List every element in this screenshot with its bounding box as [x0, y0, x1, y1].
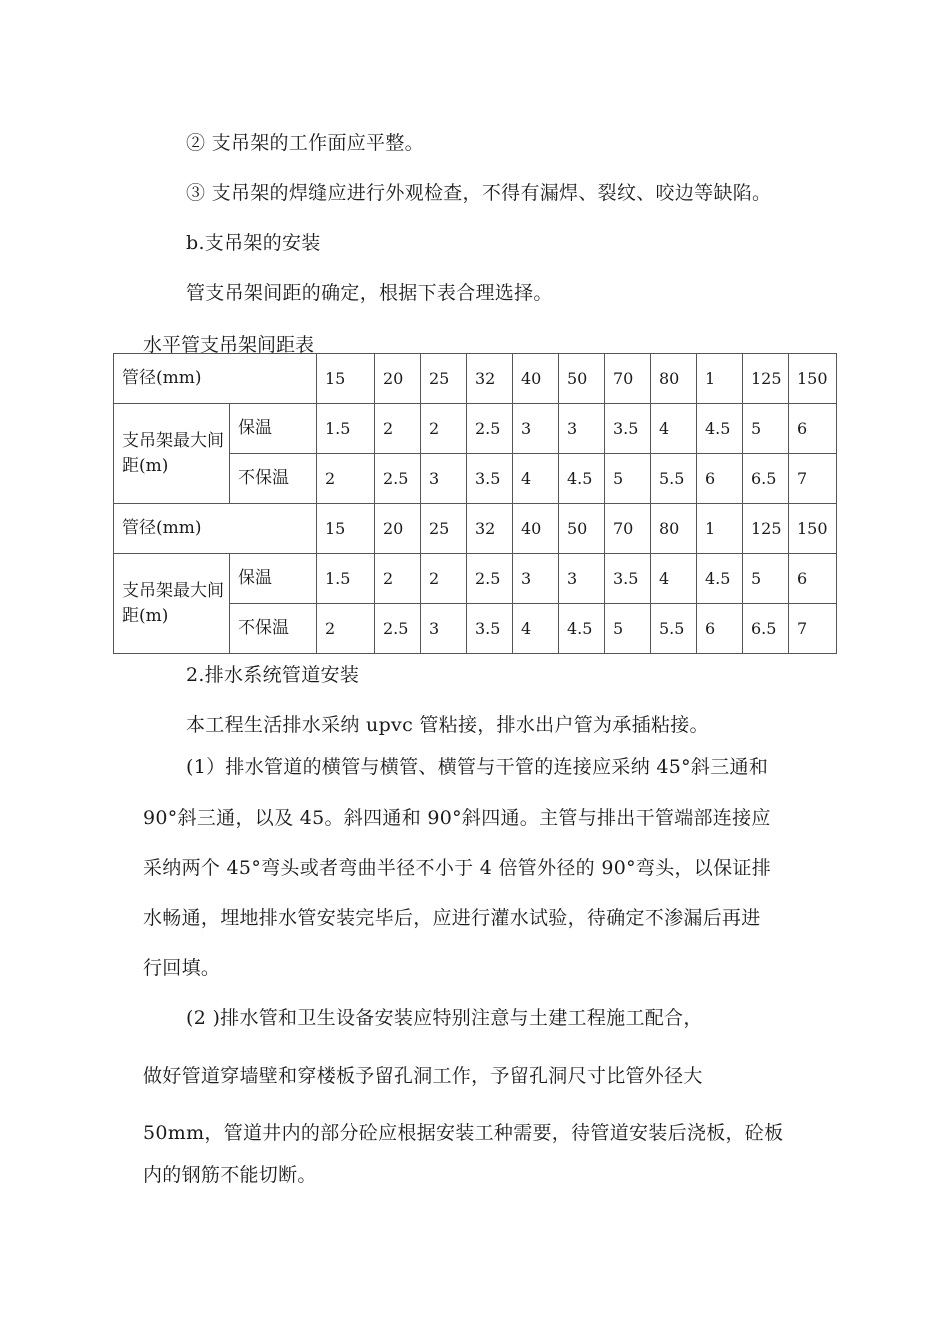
paragraph-1-line3: 采纳两个 45°弯头或者弯曲半径不小于 4 倍管外径的 90°弯头，以保证排	[143, 857, 772, 879]
table-row-diameter	[114, 504, 837, 554]
max-spacing-label: 支吊架最大间距(m)	[114, 554, 230, 654]
paragraph-2-line2: 做好管道穿墙壁和穿楼板予留孔洞工作，予留孔洞尺寸比管外径大	[143, 1065, 703, 1087]
table-cell: 3	[513, 404, 559, 454]
table-cell: 6.5	[743, 604, 789, 654]
diameter-label: 管径(mm)	[114, 504, 317, 554]
table-cell: 5.5	[651, 604, 697, 654]
table-cell: 6	[697, 604, 743, 654]
insulated-label: 保温	[230, 404, 317, 454]
table-cell: 3	[559, 404, 605, 454]
table-cell: 4.5	[559, 454, 605, 504]
table-cell: 3.5	[467, 454, 513, 504]
table-cell: 5	[743, 404, 789, 454]
table-cell: 4	[513, 454, 559, 504]
table-cell: 4	[651, 404, 697, 454]
paragraph-2-line3: 50mm，管道井内的部分砼应根据安装工种需要，待管道安装后浇板，砼板	[143, 1122, 784, 1144]
table-cell: 2	[375, 404, 421, 454]
paragraph-1-line4: 水畅通，埋地排水管安装完毕后，应进行灌水试验，待确定不渗漏后再进	[143, 907, 761, 929]
table-cell: 80	[651, 354, 697, 404]
table-cell: 25	[421, 354, 467, 404]
section-title: 2.排水系统管道安装	[186, 664, 360, 686]
paragraph-1-line5: 行回填。	[143, 957, 221, 979]
table-cell: 2	[317, 604, 375, 654]
table-cell: 32	[467, 504, 513, 554]
table-cell: 5.5	[651, 454, 697, 504]
table-cell: 20	[375, 354, 421, 404]
table-cell: 3.5	[605, 554, 651, 604]
table-cell: 3.5	[605, 404, 651, 454]
paragraph-1-line2: 90°斜三通，以及 45。斜四通和 90°斜四通。主管与排出干管端部连接应	[143, 807, 771, 829]
table-cell: 4	[513, 604, 559, 654]
table-cell: 4	[651, 554, 697, 604]
paragraph-2-line4: 内的钢筋不能切断。	[143, 1164, 317, 1186]
table-cell: 2.5	[467, 554, 513, 604]
table-cell: 7	[789, 604, 837, 654]
table-cell: 150	[789, 354, 837, 404]
table-cell: 15	[317, 354, 375, 404]
table-cell: 50	[559, 354, 605, 404]
uninsulated-label: 不保温	[230, 604, 317, 654]
table-cell: 70	[605, 354, 651, 404]
paragraph-2-line1: (2 )排水管和卫生设备安装应特别注意与土建工程施工配合，	[186, 1007, 703, 1029]
uninsulated-label: 不保温	[230, 454, 317, 504]
max-spacing-label: 支吊架最大间距(m)	[114, 404, 230, 504]
table-cell: 1	[697, 504, 743, 554]
paragraph-drainage-material: 本工程生活排水采纳 upvc 管粘接，排水出户管为承插粘接。	[186, 714, 709, 736]
table-cell: 4.5	[559, 604, 605, 654]
table-cell: 6	[789, 404, 837, 454]
table-cell: 7	[789, 454, 837, 504]
table-caption: 水平管支吊架间距表	[143, 334, 315, 356]
table-cell: 80	[651, 504, 697, 554]
table-cell: 3	[513, 554, 559, 604]
hanger-spacing-table	[113, 353, 837, 654]
table-cell: 3	[559, 554, 605, 604]
table-row-insulated	[114, 554, 837, 604]
table-row-diameter	[114, 354, 837, 404]
table-cell: 5	[605, 604, 651, 654]
table-cell: 40	[513, 504, 559, 554]
table-cell: 15	[317, 504, 375, 554]
table-cell: 4.5	[697, 554, 743, 604]
table-cell: 3	[421, 604, 467, 654]
table-cell: 6	[789, 554, 837, 604]
table-cell: 3.5	[467, 604, 513, 654]
table-cell: 2.5	[467, 404, 513, 454]
table-cell: 1	[697, 354, 743, 404]
subheading-hanger-install: b.支吊架的安装	[186, 232, 321, 254]
table-cell: 20	[375, 504, 421, 554]
diameter-label: 管径(mm)	[114, 354, 317, 404]
table-cell: 125	[743, 354, 789, 404]
paragraph-spacing-intro: 管支吊架间距的确定，根据下表合理选择。	[186, 282, 553, 304]
table-cell: 40	[513, 354, 559, 404]
table-cell: 3	[421, 454, 467, 504]
paragraph-work-surface: ② 支吊架的工作面应平整。	[186, 132, 424, 154]
table-row-insulated	[114, 404, 837, 454]
insulated-label: 保温	[230, 554, 317, 604]
table-cell: 2	[421, 404, 467, 454]
paragraph-1-line1: (1）排水管道的横管与横管、横管与干管的连接应采纳 45°斜三通和	[186, 756, 769, 778]
table-cell: 2.5	[375, 604, 421, 654]
table-cell: 4.5	[697, 404, 743, 454]
table-cell: 5	[605, 454, 651, 504]
table-cell: 2	[421, 554, 467, 604]
table-cell: 1.5	[317, 554, 375, 604]
table-cell: 6	[697, 454, 743, 504]
table-cell: 6.5	[743, 454, 789, 504]
paragraph-weld-inspection: ③ 支吊架的焊缝应进行外观检查，不得有漏焊、裂纹、咬边等缺陷。	[186, 182, 772, 204]
table-cell: 2	[375, 554, 421, 604]
table-cell: 25	[421, 504, 467, 554]
table-cell: 5	[743, 554, 789, 604]
table-cell: 2.5	[375, 454, 421, 504]
table-cell: 2	[317, 454, 375, 504]
table-cell: 32	[467, 354, 513, 404]
table-cell: 150	[789, 504, 837, 554]
table-cell: 1.5	[317, 404, 375, 454]
table-cell: 50	[559, 504, 605, 554]
table-cell: 125	[743, 504, 789, 554]
table-cell: 70	[605, 504, 651, 554]
